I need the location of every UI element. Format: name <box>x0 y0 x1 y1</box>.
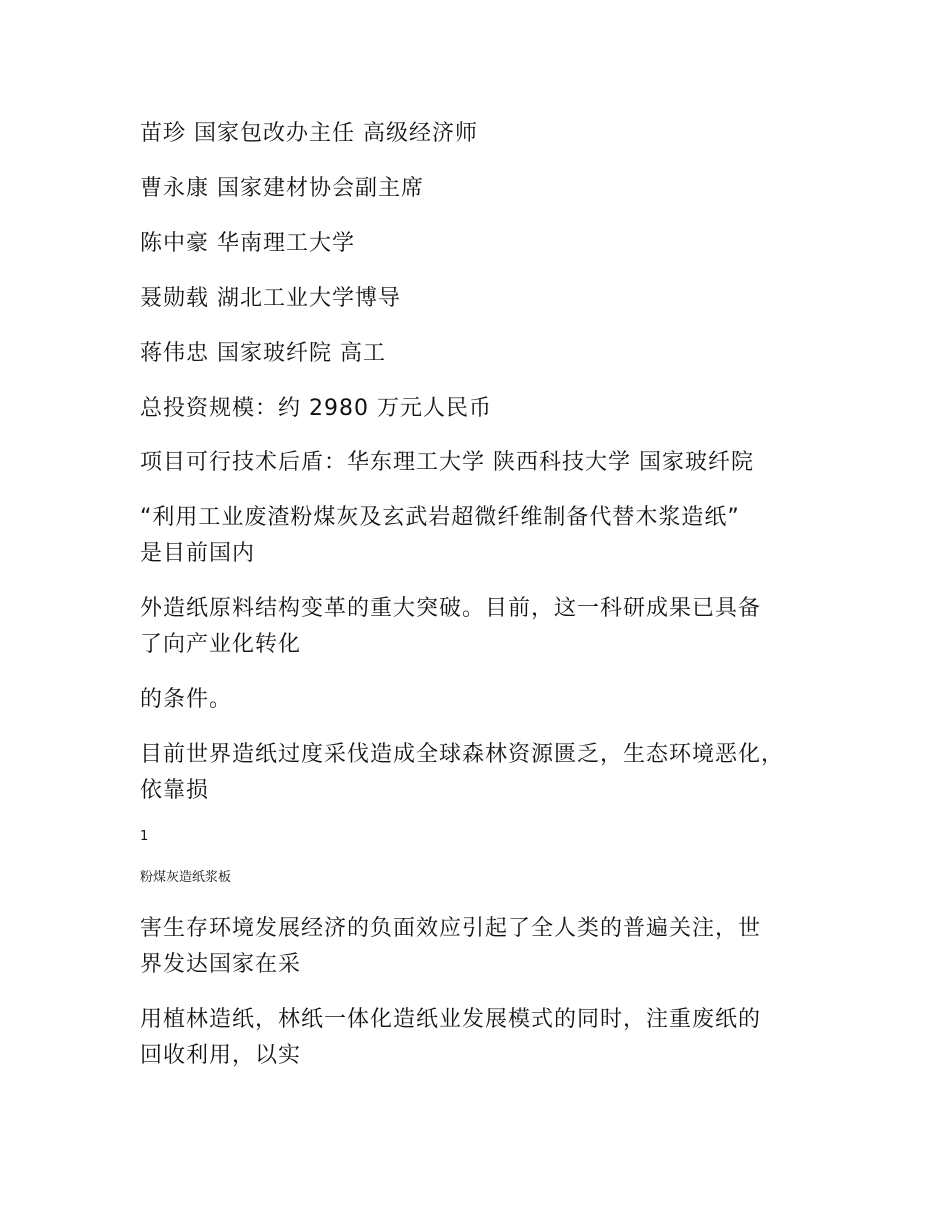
paragraph <box>140 911 830 983</box>
paragraph-line: 是目前国内 <box>140 541 256 566</box>
paragraph <box>140 591 830 663</box>
paragraph <box>140 1002 830 1074</box>
text-line: 曹永康 国家建材协会副主席 <box>140 176 424 201</box>
paragraph <box>140 737 830 809</box>
text-line: 总投资规模：约 2980 万元人民币 <box>140 396 492 421</box>
paragraph <box>140 500 830 572</box>
paragraph-line: 依靠损 <box>140 778 210 803</box>
text-line: 蒋伟忠 国家玻纤院 高工 <box>140 341 386 366</box>
paragraph-line: 回收利用，以实 <box>140 1043 302 1068</box>
text-line: 项目可行技术后盾：华东理工大学 陕西科技大学 国家玻纤院 <box>140 450 754 475</box>
paragraph-line: “利用工业废渣粉煤灰及玄武岩超微纤维制备代替木浆造纸” <box>140 505 740 530</box>
text-line: 聂勋载 湖北工业大学博导 <box>140 286 401 311</box>
text-line: 陈中豪 华南理工大学 <box>140 231 355 256</box>
paragraph-line: 目前世界造纸过度采伐造成全球森林资源匮乏，生态环境恶化， <box>140 742 785 767</box>
paragraph-line: 界发达国家在采 <box>140 952 302 977</box>
paragraph <box>140 682 830 718</box>
paragraph-line: 的条件。 <box>140 687 233 712</box>
paragraph-line: 用植林造纸，林纸一体化造纸业发展模式的同时，注重废纸的 <box>140 1007 762 1032</box>
paragraph-line: 外造纸原料结构变革的重大突破。目前，这一科研成果已具备 <box>140 596 762 621</box>
paragraph-line: 害生存环境发展经济的负面效应引起了全人类的普遍关注，世 <box>140 916 762 941</box>
running-header: 粉煤灰造纸浆板 <box>140 870 232 885</box>
text-line: 苗珍 国家包改办主任 高级经济师 <box>140 121 478 146</box>
paragraph-line: 了向产业化转化 <box>140 632 302 657</box>
page-number: 1 <box>140 829 149 844</box>
